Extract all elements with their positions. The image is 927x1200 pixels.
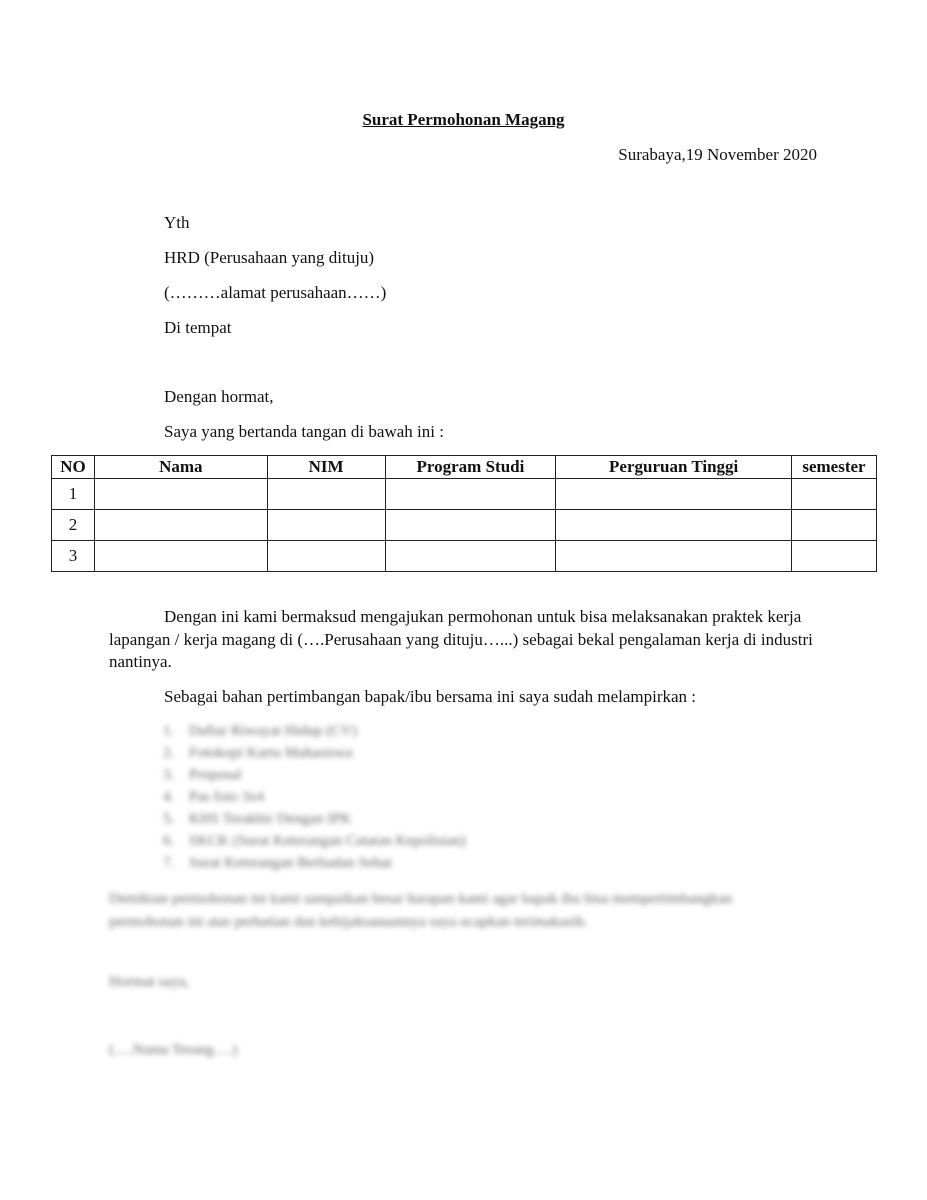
list-item: 5. KHS Terakhir Dengan IPK <box>163 811 352 827</box>
table-cell <box>556 510 792 541</box>
attachment-intro: Sebagai bahan pertimbangan bapak/ibu bersama ini saya sudah melampirkan : <box>164 687 697 706</box>
recipient-yth: Yth <box>164 213 190 232</box>
column-header: NIM <box>267 456 385 479</box>
list-item: 2. Fotokopi Kartu Mahasiswa <box>163 745 353 761</box>
table-row <box>52 510 877 541</box>
letter-title: Surat Permohonan Magang <box>362 110 565 129</box>
list-item: 1. Daftar Riwayat Hidup (CV) <box>163 723 357 739</box>
table-cell <box>791 510 876 541</box>
table-cell <box>385 479 556 510</box>
recipient-hrd: HRD (Perusahaan yang dituju) <box>164 248 375 267</box>
table-cell <box>556 479 792 510</box>
closing-paragraph: Demikian permohonan ini kami sampaikan besar harapan kami agar bapak ibu bisa mempertimbangkan permohonan ini atas perhatian dan kebijaksanaannya saya ucapkan terimakasih. <box>109 891 733 930</box>
table-header-row <box>52 456 877 479</box>
recipient-address: (………alamat perusahaan……) <box>164 283 387 302</box>
table-cell <box>385 510 556 541</box>
table-cell <box>791 541 876 572</box>
list-item: 7. Surat Keterangan Berbadan Sehat <box>163 855 392 871</box>
table-cell-no: 1 <box>52 479 95 510</box>
table-cell <box>556 541 792 572</box>
table-cell <box>267 510 385 541</box>
column-header: Perguruan Tinggi <box>556 456 792 479</box>
table-cell-no: 2 <box>52 510 95 541</box>
signature-name: (….Nama Terang….) <box>109 1042 238 1058</box>
attachment-list <box>163 720 466 874</box>
table-cell-no: 3 <box>52 541 95 572</box>
column-header: Nama <box>94 456 267 479</box>
table-cell <box>267 541 385 572</box>
column-header: semester <box>791 456 876 479</box>
request-paragraph <box>109 606 829 674</box>
sign-off: Hormat saya, <box>109 974 189 990</box>
list-item: 6. SKCK (Surat Keterangan Catatan Kepolisian) <box>163 833 466 849</box>
table-cell <box>94 541 267 572</box>
table-row <box>52 541 877 572</box>
table-cell <box>791 479 876 510</box>
request-paragraph-text: Dengan ini kami bermaksud mengajukan permohonan untuk bisa melaksanakan praktek kerja lapangan / kerja magang di (….Perusahaan yang dituju…...) sebagai bekal pengalaman kerja di industri nantinya. <box>109 607 813 671</box>
table-cell <box>94 479 267 510</box>
list-item: 4. Pas foto 3x4 <box>163 789 264 805</box>
table-cell <box>94 510 267 541</box>
column-header: NO <box>52 456 95 479</box>
column-header: Program Studi <box>385 456 556 479</box>
student-table <box>51 455 877 572</box>
table-cell <box>267 479 385 510</box>
list-item: 3. Proposal <box>163 767 242 783</box>
table-cell <box>385 541 556 572</box>
table-row <box>52 479 877 510</box>
intro-line: Saya yang bertanda tangan di bawah ini : <box>164 422 444 441</box>
greeting: Dengan hormat, <box>164 387 274 406</box>
recipient-place: Di tempat <box>164 318 232 337</box>
letter-date: Surabaya,19 November 2020 <box>618 145 817 164</box>
